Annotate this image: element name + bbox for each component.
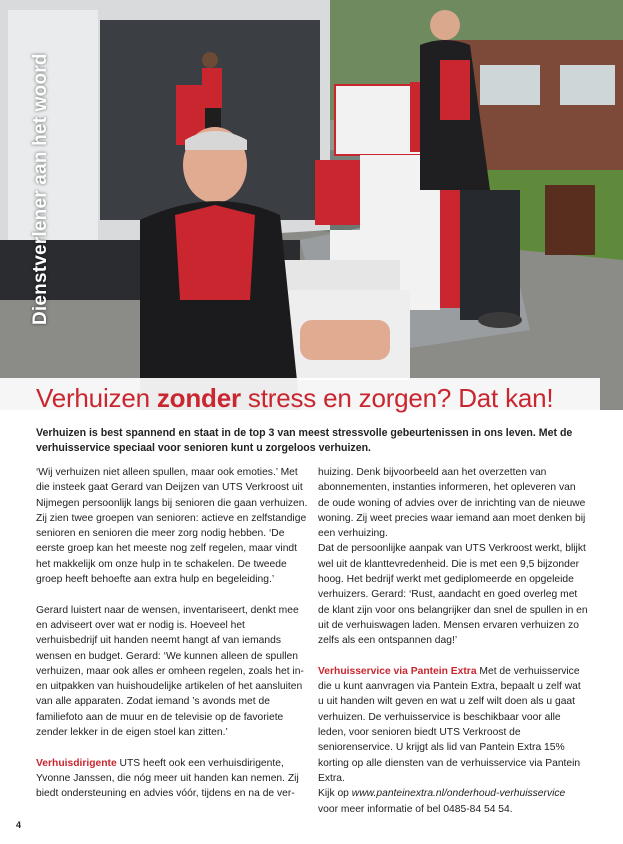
right-paragraph-4 [318, 786, 588, 817]
subheading-verhuisdirigente: Verhuisdirigente [36, 757, 117, 769]
right-paragraph-2: Dat de persoonlijke aanpak van UTS Verkroost werkt, blijkt wel uit de klanttevredenheid. Die is met een 9,5 bijzonder hoog. Het bedrijf werkt met gediplomeerde en opgeleide verhuizers. Gerard: ‘Rust, aandacht en goed overleg met de klant zijn voor ons belangrijker dan snel de spullen in en uit de verhuiswagen laden. Mensen ervaren verhuizen zo zelfs als een ontspannen dag!’ [318, 543, 588, 647]
section-label: Dienstverlener aan het woord [30, 53, 51, 325]
contact-suffix: voor meer informatie of bel 0485-84 54 54. [318, 803, 513, 815]
right-paragraph-1: huizing. Denk bijvoorbeeld aan het overzetten van abonnementen, instanties informeren, het opleveren van de oude woning of advies over de inrichting van de nieuwe woning. Zij weet precies waar iemand aan moet denken bij een verhuizing. [318, 467, 586, 540]
right-paragraph-3 [318, 664, 588, 786]
website-link[interactable]: www.panteinextra.nl/onderhoud-verhuisservice [351, 788, 566, 800]
left-column [36, 465, 308, 802]
subheading-verhuisservice: Verhuisservice via Pantein Extra [318, 665, 477, 677]
headline-part2: stress en zorgen? Dat kan! [240, 383, 554, 413]
right-column [318, 465, 588, 817]
hero-photo [0, 0, 623, 410]
moving-scene-illustration [0, 0, 623, 410]
intro-paragraph: Verhuizen is best spannend en staat in de top 3 van meest stressvolle gebeurtenissen in ons leven. Met de verhuisservice speciaal voor senioren kunt u zorgeloos verhuizen. [36, 427, 573, 454]
headline-part1: Verhuizen [36, 383, 157, 413]
page-number: 4 [16, 820, 22, 830]
left-paragraph-3-text: UTS heeft ook een verhuisdirigente, Yvonne Janssen, die nóg meer uit handen kan nemen. Zij biedt ondersteuning en advies vóór, tijdens en na de ver- [36, 757, 299, 800]
left-paragraph-3 [36, 756, 308, 802]
left-paragraph-1: ‘Wij verhuizen niet alleen spullen, maar ook emoties.’ Met die insteek gaat Gerard van Deijzen van UTS Verkroost uit Nijmegen persoonlijk langs bij senioren die gaan verhuizen. Zij zien twee groepen van senioren: actieve en zelfstandige senioren en senioren die meer zorg nodig hebben. ‘De eerste groep kan het meeste nog zelf regelen, maar vindt het makkelijk om onze hulp in te schakelen. De tweede groep heeft behoefte aan extra hulp en begeleiding.’ [36, 467, 308, 586]
left-paragraph-2: Gerard luistert naar de wensen, inventariseert, denkt mee en adviseert over wat er nodig is. Hoeveel het verhuisbedrijf uit handen neemt hangt af van iemands wensen en budget. Gerard: ‘We kunnen alleen de spullen verhuizen, maar ook alles er omheen regelen, zoals het in- en uitpakken van huishoudelijke artikelen of het aansluiten van alle apparaten. Zodat iemand ’s avonds met de familiefoto aan de muur en de televisie op de favoriete zender lekker in de eigen stoel kan zitten.’ [36, 604, 304, 739]
contact-prefix: Kijk op [318, 788, 352, 800]
headline-bold: zonder [156, 383, 241, 413]
right-paragraph-3-text: Met de verhuisservice die u kunt aanvragen via Pantein Extra, bepaalt u zelf wat u uit handen wilt geven en wat u zelf wilt doen als u gaat verhuizen. De verhuisservice is beschikbaar voor alle leden, voor senioren biedt UTS Verkroost de seniorenservice. U krijgt als lid van Pantein Extra 15% korting op alle diensten van de verhuisservice via Pantein Extra. [318, 665, 581, 784]
page-title [36, 383, 553, 414]
